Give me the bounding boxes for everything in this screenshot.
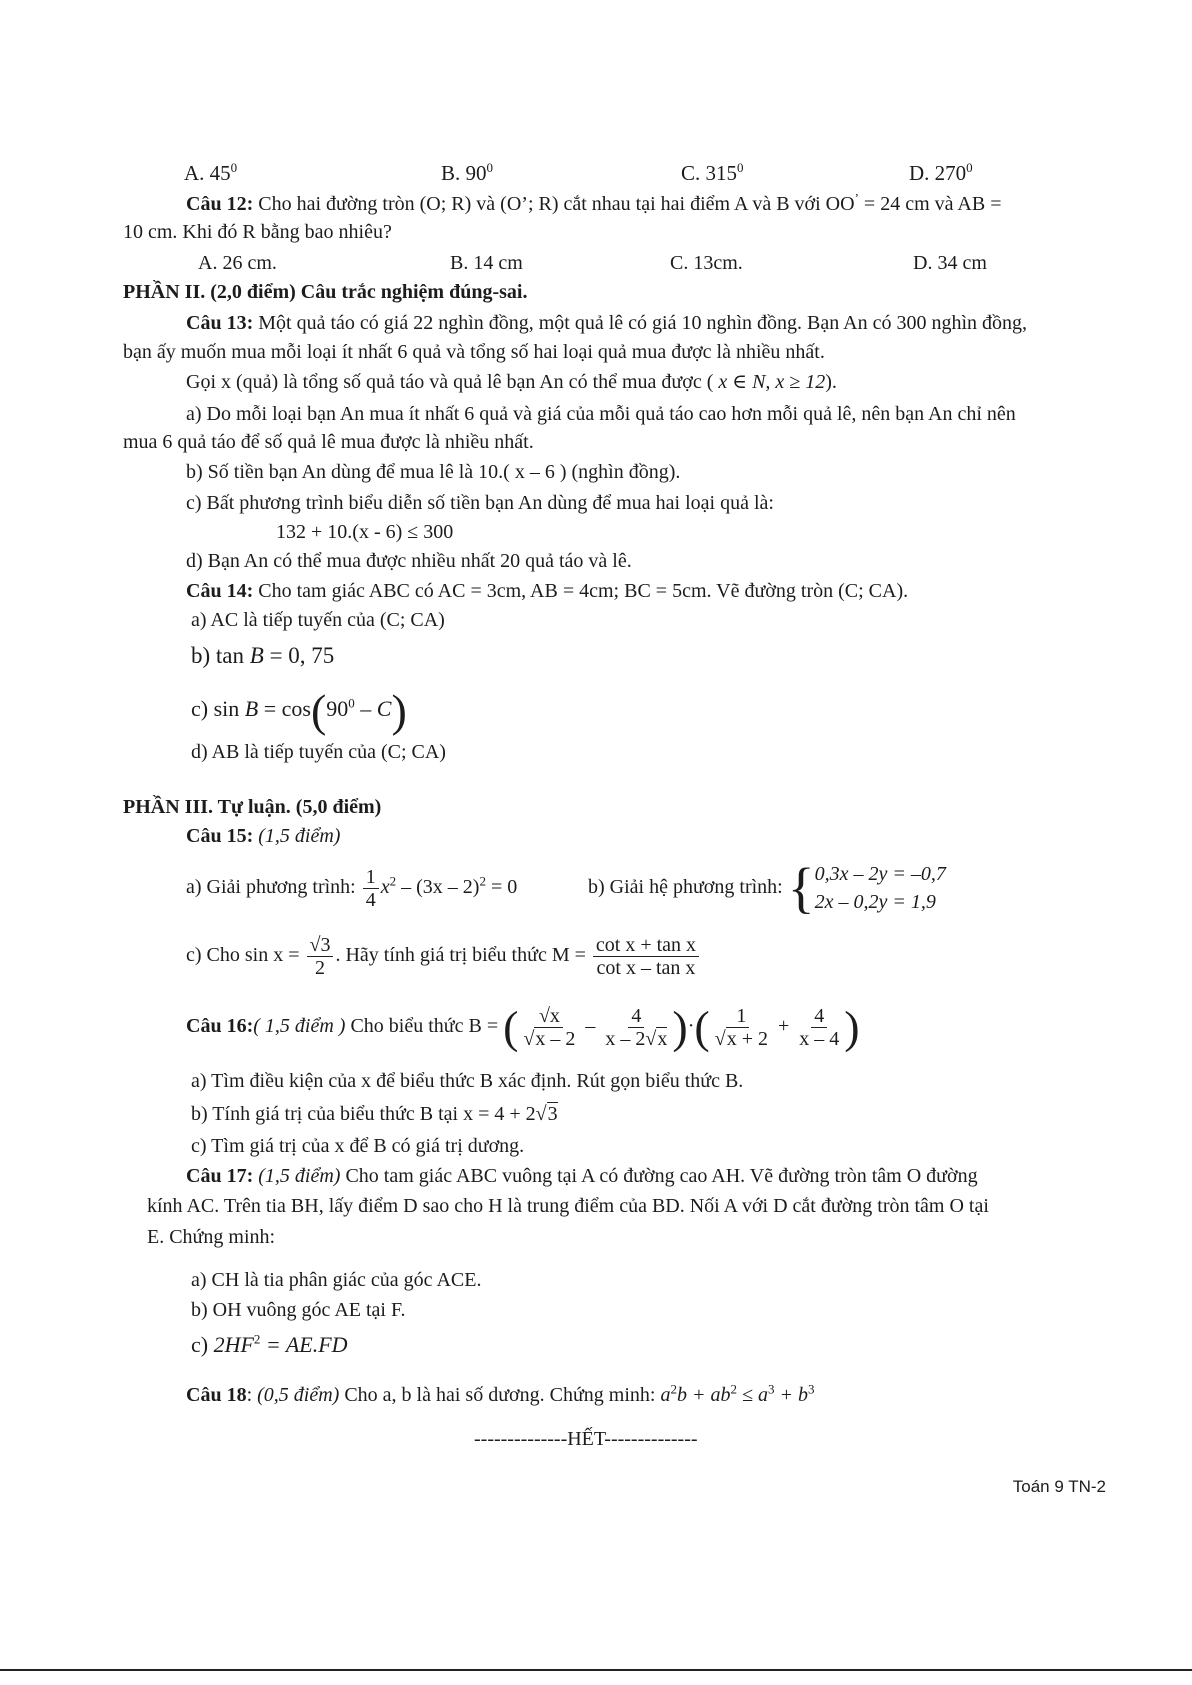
q12-option-c: C. 13cm. <box>670 252 743 274</box>
q14-statement-b: b) tan B = 0, 75 <box>191 643 335 668</box>
q16-part-b: b) Tính giá trị của biểu thức B tại x = 4 + 2√3 <box>191 1103 558 1125</box>
q15-part-b: b) Giải hệ phương trình: { 0,3x – 2y = –0,7 2x – 0,2y = 1,9 <box>588 857 946 920</box>
part3-heading: PHẦN III. Tự luận. (5,0 điểm) <box>123 796 382 818</box>
q11-option-c: C. $315^0$ <box>681 160 744 185</box>
q15-header: Câu 15: (1,5 điểm) <box>186 825 341 847</box>
q13-statement-d: d) Bạn An có thể mua được nhiều nhất 20 quả táo và lê. <box>186 550 632 572</box>
q17-line-1: Câu 17: (1,5 điểm) Cho tam giác ABC vuông tại A có đường cao AH. Vẽ đường tròn tâm O đường <box>186 1165 978 1187</box>
q17-part-b: b) OH vuông góc AE tại F. <box>191 1299 406 1321</box>
q13-line-3: Gọi x (quả) là tổng số quả táo và quả lê bạn An có thể mua được ( x ∈ N, x ≥ 12). <box>186 371 837 393</box>
q13-statement-a-1: a) Do mỗi loại bạn An mua ít nhất 6 quả và giá của mỗi quả táo cao hơn mỗi quả lê, nên bạn An chỉ nên <box>186 403 1016 425</box>
q17-part-c: c) $2HF^2 = AE.FD$ <box>191 1331 348 1357</box>
q13-line-1: Câu 13: Một quả táo có giá 22 nghìn đồng, một quả lê có giá 10 nghìn đồng. Bạn An có 300 nghìn đồng, <box>186 312 1028 334</box>
q11-option-a: A. $45^0$ <box>184 160 238 185</box>
q14-statement-c: c) $\sin B = \cos(90^0 - C)$ <box>191 685 407 736</box>
q16-part-c: c) Tìm giá trị của x để B có giá trị dương. <box>191 1135 525 1157</box>
q11-option-b: B. $90^0$ <box>441 160 494 185</box>
bottom-rule <box>0 1669 1192 1671</box>
q16-part-a: a) Tìm điều kiện của x để biểu thức B xác định. Rút gọn biểu thức B. <box>191 1070 744 1092</box>
q12-label: Câu 12: <box>186 193 254 215</box>
q13-line-2: bạn ấy muốn mua mỗi loại ít nhất 6 quả và tổng số hai loại quả mua được là nhiều nhất. <box>123 341 825 363</box>
q13-label: Câu 13: <box>186 312 254 334</box>
q12-line-2: 10 cm. Khi đó R bằng bao nhiêu? <box>123 221 392 243</box>
q17-label: Câu 17: <box>186 1165 254 1187</box>
q13-statement-a-2: mua 6 quả táo để số quả lê mua được là nhiều nhất. <box>123 431 534 453</box>
q15-part-c: c) Cho sin x = $\frac{√3}{2}$ . Hãy tính giá trị biểu thức M = $\frac{\text{cot x + tan x}}{\text{cot x – tan x}}$ <box>186 927 701 983</box>
q15-label: Câu 15: <box>186 825 254 847</box>
q17-line-2: kính AC. Trên tia BH, lấy điểm D sao cho H là trung điểm của BD. Nối A với D cắt đường tròn tâm O tại <box>147 1195 989 1217</box>
q12-option-a: A. 26 cm. <box>198 252 277 274</box>
q14-label: Câu 14: <box>186 580 254 602</box>
q16-expression: Câu 16:( 1,5 điểm ) Cho biểu thức B = ( $\frac{√x}{√x - 2}$ – $\frac{4}{x - 2√x}$ )·( $\frac{1}{√x + 2}$ + $\frac{4}{x - 4}$ ) <box>186 1001 860 1053</box>
q11-option-d: D. $270^0$ <box>909 160 973 185</box>
q12-option-b: B. 14 cm <box>450 252 523 274</box>
q13-statement-b: b) Số tiền bạn An dùng để mua lê là 10.( x – 6 ) (nghìn đồng). <box>186 461 681 483</box>
q18-label: Câu 18 <box>186 1384 247 1406</box>
q16-label: Câu 16: <box>186 1015 254 1037</box>
q17-part-a: a) CH là tia phân giác của góc ACE. <box>191 1269 482 1291</box>
q13-inequality: 132 + 10.(x - 6) ≤ 300 <box>276 521 454 543</box>
page-footer: Toán 9 TN-2 <box>1012 1477 1106 1496</box>
q14-line-1: Câu 14: Cho tam giác ABC có AC = 3cm, AB = 4cm; BC = 5cm. Vẽ đường tròn (C; CA). <box>186 580 909 602</box>
q14-statement-a: a) AC là tiếp tuyến của (C; CA) <box>191 609 445 631</box>
q15-part-a: a) Giải phương trình: $\frac{1}{4}$ $x^2 - (3x - 2)^2 = 0$ <box>186 865 518 911</box>
q14-statement-d: d) AB là tiếp tuyến của (C; CA) <box>191 741 446 763</box>
part2-heading: PHẦN II. (2,0 điểm) Câu trắc nghiệm đúng-sai. <box>123 281 528 303</box>
end-mark: --------------HẾT-------------- <box>474 1428 698 1450</box>
q13-statement-c: c) Bất phương trình biểu diễn số tiền bạn An dùng để mua hai loại quả là: <box>186 492 774 514</box>
q17-line-3: E. Chứng minh: <box>147 1226 276 1248</box>
q12-option-d: D. 34 cm <box>913 252 987 274</box>
q18-line: Câu 18: (0,5 điểm) Cho a, b là hai số dương. Chứng minh: $a^2b + ab^2 \le a^3 + b^3$ <box>186 1381 815 1406</box>
q12-line-1: Câu 12: Cho hai đường tròn (O; R) và (O’; R) cắt nhau tại hai điểm A và B với OO’ = 24 cm và AB = <box>186 190 1002 215</box>
